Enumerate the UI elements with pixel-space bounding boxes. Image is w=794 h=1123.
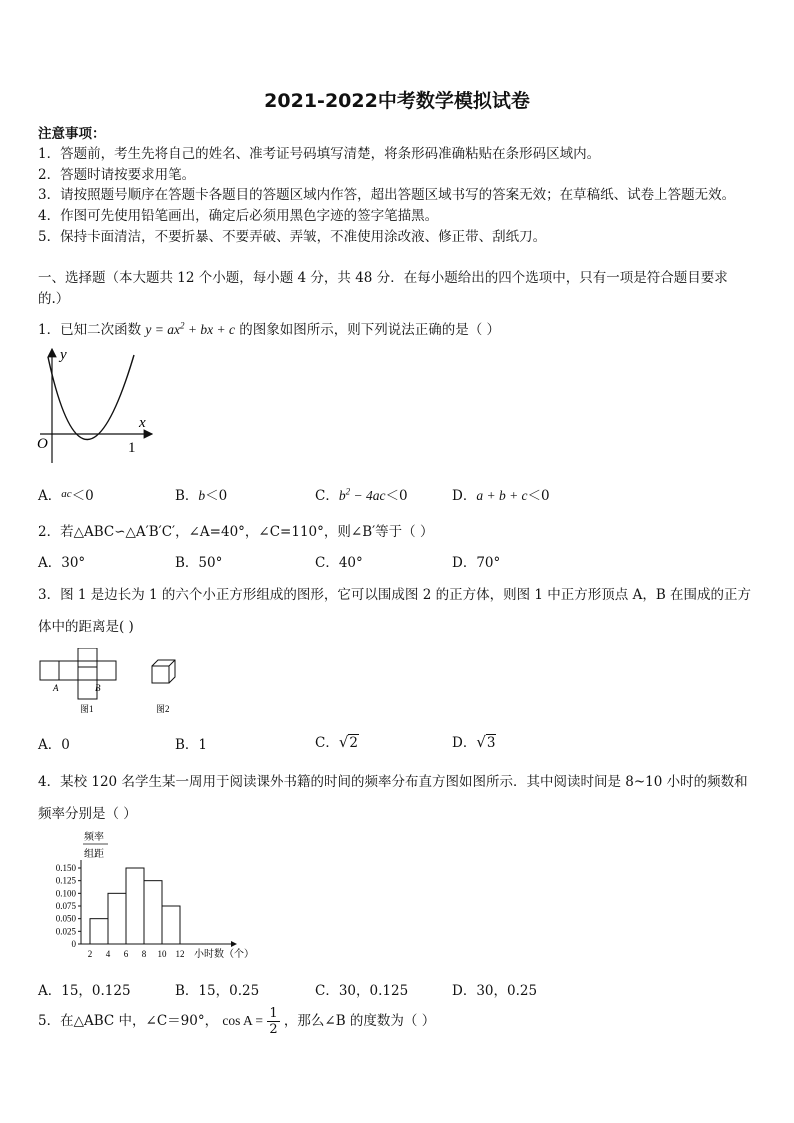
question-2-option-b[interactable]: B．50°: [175, 555, 223, 571]
y-tick-label-0: 0: [71, 939, 76, 949]
x-tick-label-2: 6: [123, 949, 129, 959]
y-tick-label-2: 0.050: [55, 913, 76, 924]
question-1-prefix: 1．已知二次函数: [38, 322, 142, 338]
y-tick-label-4: 0.100: [55, 888, 76, 899]
parabola-curve: [48, 355, 134, 440]
y-tick-label-3: 0.075: [55, 901, 76, 911]
notice-item-1: 1．答题前，考生先将自己的姓名、准考证号码填写清楚，将条形码准确粘贴在条形码区域内。: [38, 146, 601, 162]
y-tick-label-6: 0.150: [55, 863, 76, 873]
histogram-x-arrow: [231, 941, 237, 947]
question-1-option-c[interactable]: C．$b^2 - 4ac<0$: [315, 486, 408, 504]
y-tick-label-1: 0.025: [55, 926, 76, 937]
question-4-option-a[interactable]: A．15，0.125: [38, 983, 131, 999]
x-tick-label-3: 8: [141, 949, 147, 959]
question-4-option-b[interactable]: B．15，0.25: [175, 983, 260, 999]
question-4-stem-line1: 4．某校 120 名学生某一周用于阅读课外书籍的时间的频率分布直方图如图所示．其中阅读时间是 8~10 小时的频数和: [38, 774, 748, 790]
figure-2-label: 图2: [156, 704, 170, 714]
exam-title: 2021-2022中考数学模拟试卷: [264, 90, 530, 112]
question-4-option-d[interactable]: D．30，0.25: [452, 983, 538, 999]
question-1-option-d[interactable]: D．a + b + c＜0: [452, 488, 550, 504]
question-5-fraction: $\frac{1}{2}$: [269, 1006, 278, 1037]
question-3-option-c[interactable]: C．√2: [315, 733, 358, 751]
figure-1-label: 图1: [80, 704, 94, 714]
question-5-prefix: 5．在△ABC 中，∠C＝90°，: [38, 1013, 219, 1029]
origin-label: O: [37, 436, 48, 452]
question-1-stem: [38, 318, 500, 338]
question-2-option-a[interactable]: A．30°: [38, 555, 86, 571]
histogram-bar-1: [108, 893, 126, 944]
figure-2-cube: [152, 660, 175, 683]
x-tick-label-5: 12: [175, 949, 185, 959]
figure-1-net: [40, 648, 116, 699]
histogram-ylabel-top: 频率: [84, 832, 104, 843]
question-1-formula: $y = ax^2$ + bx + c: [145, 320, 235, 337]
question-1-suffix: 的图象如图所示，则下列说法正确的是（ ）: [239, 322, 501, 338]
x-tick-label-1: 4: [105, 949, 111, 959]
question-1-option-b[interactable]: B．b＜0: [175, 488, 228, 504]
histogram-bar-4: [162, 906, 180, 944]
section-header-line1: 一、选择题（本大题共 12 个小题，每小题 4 分，共 48 分．在每小题给出的四个选项中，只有一项是符合题目要求: [38, 270, 728, 286]
question-3-stem-line1: 3．图 1 是边长为 1 的六个小正方形组成的图形，它可以围成图 2 的正方体，则图 1 中正方形顶点 A，B 在围成的正方: [38, 587, 752, 603]
x-axis-label: x: [139, 415, 146, 431]
histogram-bar-0: [90, 919, 108, 944]
y-tick-label-5: 0.125: [55, 875, 76, 886]
question-4-stem-line2: 频率分别是（ ）: [38, 806, 137, 822]
question-2-option-c[interactable]: C．40°: [315, 555, 363, 571]
histogram-xlabel: 小时数（个）: [194, 949, 254, 960]
question-1-parabola-graph: [34, 345, 164, 467]
histogram-bar-2: [126, 868, 144, 944]
point-a-label: A: [53, 683, 59, 693]
notice-item-5: 5．保持卡面清洁，不要折暴、不要弄破、弄皱，不准使用涂改液、修正带、刮纸刀。: [38, 229, 547, 245]
question-5-cos: cos A =: [222, 1013, 264, 1028]
question-2-option-d[interactable]: D．70°: [452, 555, 501, 571]
tick-1-label: 1: [128, 440, 136, 456]
question-4-histogram: [36, 826, 266, 966]
y-axis-label: y: [60, 347, 67, 363]
question-2-stem: 2．若△ABC∽△A′B′C′，∠A=40°，∠C=110°，则∠B′等于（ ）: [38, 524, 434, 540]
histogram-ylabel-bottom: 组距: [84, 849, 104, 860]
notice-item-2: 2．答题时请按要求用笔。: [38, 167, 196, 183]
question-5-suffix: ，那么∠B 的度数为（ ）: [283, 1013, 436, 1029]
x-tick-label-4: 10: [157, 949, 167, 959]
x-tick-label-0: 2: [87, 949, 93, 959]
question-1-option-a[interactable]: A．$^{ac}$＜0: [38, 488, 94, 504]
section-header-line2: 的.）: [38, 291, 70, 307]
question-3-option-a[interactable]: A．0: [38, 737, 70, 753]
question-5-stem: [38, 1006, 435, 1037]
question-3-option-b[interactable]: B．1: [175, 737, 208, 753]
question-3-figures: [36, 648, 196, 718]
point-b-label: B: [95, 683, 101, 693]
notice-item-3: 3．请按照题号顺序在答题卡各题目的答题区域内作答，超出答题区域书写的答案无效；在草稿纸、试卷上答题无效。: [38, 187, 736, 203]
question-3-stem-line2: 体中的距离是( ): [38, 619, 134, 635]
question-3-option-d[interactable]: D．√3: [452, 733, 496, 751]
histogram-bar-3: [144, 881, 162, 944]
notice-item-4: 4．作图可先使用铅笔画出，确定后必须用黑色字迹的签字笔描黑。: [38, 208, 439, 224]
notice-heading: 注意事项：: [38, 126, 106, 142]
question-4-option-c[interactable]: C．30，0.125: [315, 983, 409, 999]
